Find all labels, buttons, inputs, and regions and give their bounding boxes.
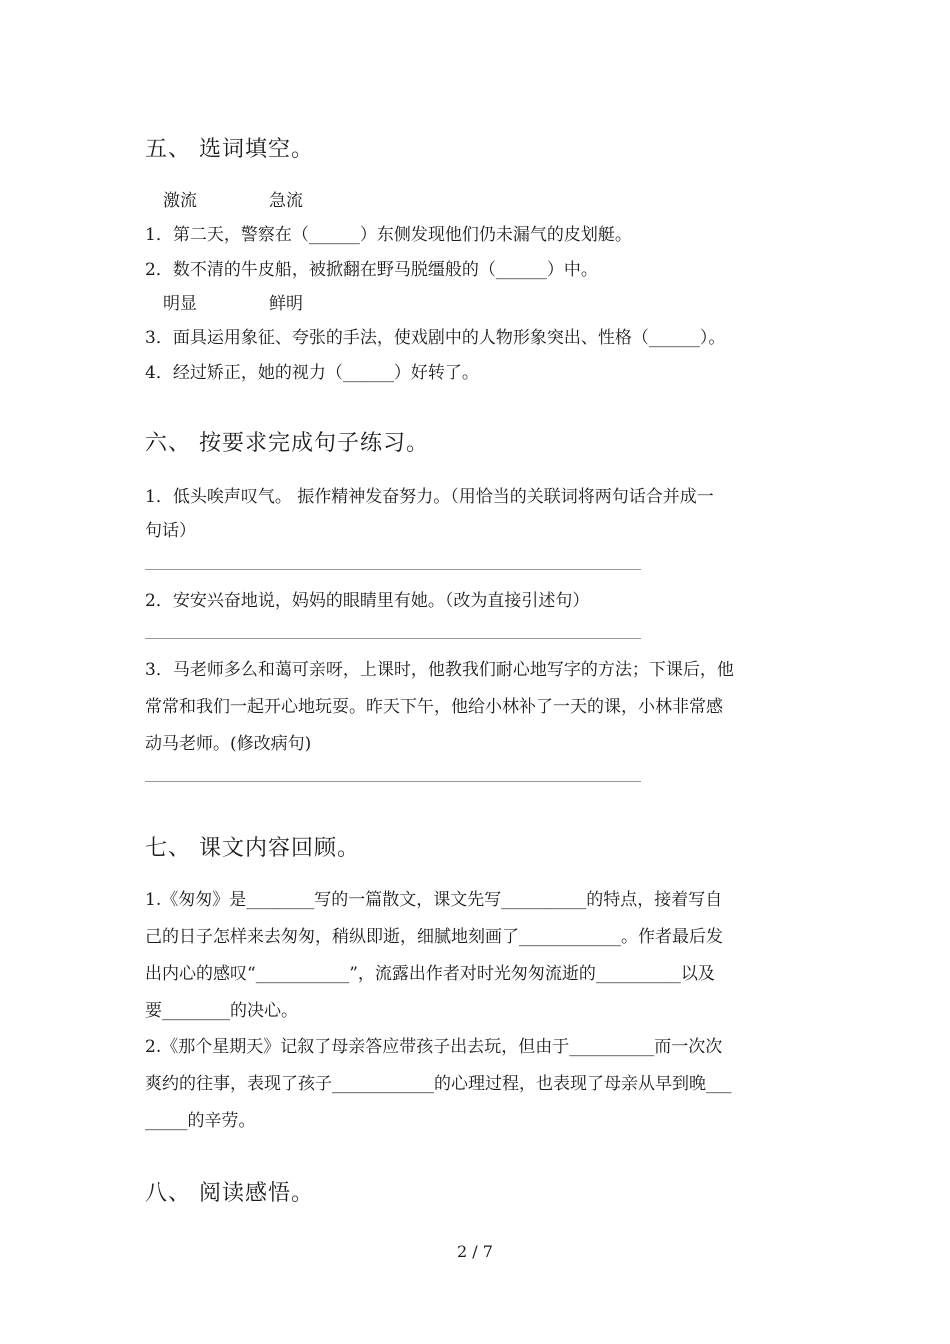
answer-line-2[interactable] bbox=[145, 638, 641, 639]
section-5-question-2: 2．数不清的牛皮船，被掀翻在野马脱缰般的（______）中。 bbox=[145, 260, 598, 280]
section-5-question-1: 1．第二天，警察在（______）东侧发现他们仍未漏气的皮划艇。 bbox=[145, 225, 632, 245]
section-8-title: 八、 阅读感悟。 bbox=[145, 1181, 314, 1206]
section-5-question-3: 3．面具运用象征、夸张的手法，使戏剧中的人物形象突出、性格（______）。 bbox=[145, 328, 726, 348]
option-jiliu-1: 激流 bbox=[163, 191, 197, 211]
section-6-question-1-line-1: 1．低头唉声叹气。 振作精神发奋努力。（用恰当的关联词将两句话合并成一 bbox=[145, 487, 714, 507]
section-6-question-1-line-2: 句话） bbox=[145, 521, 196, 541]
section-7-question-1-line-1: 1.《匆匆》是________写的一篇散文，课文先写__________的特点，接着写自 bbox=[145, 890, 723, 910]
section-5-title: 五、 选词填空。 bbox=[145, 137, 314, 162]
section-6-question-3-line-2: 常常和我们一起开心地玩耍。昨天下午，他给小林补了一天的课，小林非常感 bbox=[145, 697, 723, 717]
answer-line-1[interactable] bbox=[145, 569, 641, 570]
section-6-question-3-line-1: 3．马老师多么和蔼可亲呀，上课时，他教我们耐心地写字的方法；下课后，他 bbox=[145, 660, 734, 680]
section-5-options-a bbox=[163, 186, 303, 211]
section-7-question-2-line-3: _____的辛劳。 bbox=[145, 1111, 256, 1131]
section-7-question-1-line-4: 要________的决心。 bbox=[145, 1001, 298, 1021]
section-6-title: 六、 按要求完成句子练习。 bbox=[145, 431, 429, 456]
option-xianming: 鲜明 bbox=[269, 294, 303, 314]
section-5-options-b bbox=[163, 289, 303, 314]
option-mingxian: 明显 bbox=[163, 294, 197, 314]
section-7-question-1-line-2: 己的日子怎样来去匆匆，稍纵即逝，细腻地刻画了____________。作者最后发 bbox=[145, 927, 723, 947]
section-5-question-4: 4．经过矫正，她的视力（______）好转了。 bbox=[145, 363, 479, 383]
section-6-question-3-line-3: 动马老师。(修改病句) bbox=[145, 734, 312, 754]
option-jiliu-2: 急流 bbox=[269, 191, 303, 211]
section-7-question-2-line-2: 爽约的往事，表现了孩子____________的心理过程，也表现了母亲从早到晚___ bbox=[145, 1074, 732, 1094]
section-6-question-2: 2．安安兴奋地说，妈妈的眼睛里有她。（改为直接引述句） bbox=[145, 591, 590, 611]
section-7-question-2-line-1: 2.《那个星期天》记叙了母亲答应带孩子出去玩，但由于__________而一次次 bbox=[145, 1037, 723, 1057]
section-7-title: 七、 课文内容回顾。 bbox=[145, 836, 360, 861]
section-7-question-1-line-3: 出内心的感叹“___________”，流露出作者对时光匆匆流逝的__________以及 bbox=[145, 964, 715, 984]
page-number: 2 / 7 bbox=[457, 1242, 493, 1261]
answer-line-3[interactable] bbox=[145, 781, 641, 782]
